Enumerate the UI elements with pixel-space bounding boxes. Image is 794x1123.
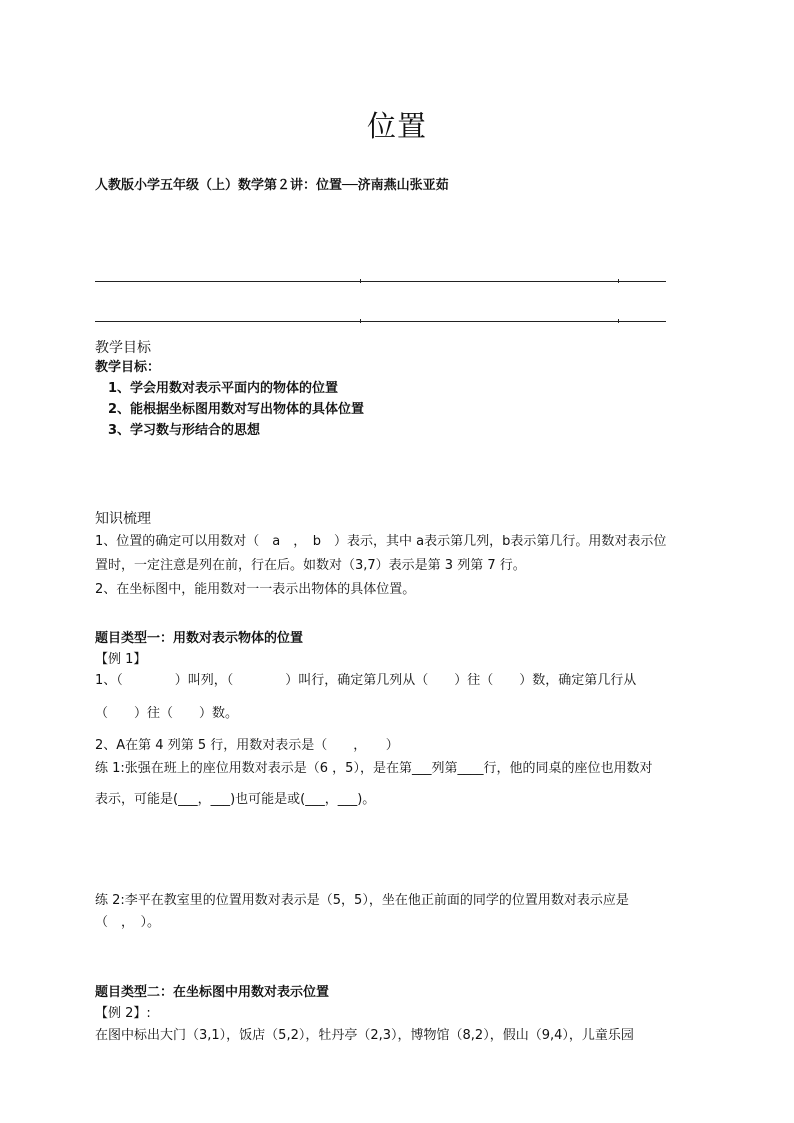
practice-line: 练 2:李平在教室里的位置用数对表示是（5，5），坐在他正前面的同学的位置用数对表示应是 xyxy=(95,893,629,908)
goal-item: 1、学会用数对表示平面内的物体的位置 xyxy=(108,381,339,396)
goal-item: 2、能根据坐标图用数对写出物体的具体位置 xyxy=(108,402,365,417)
knowledge-line: 1、位置的确定可以用数对（ a ， b ）表示，其中 a表示第几列，b表示第几行。用数对表示位 xyxy=(95,534,667,549)
practice-line: 练 1:张强在班上的座位用数对表示是（6 ，5），是在第___列第____行，他的同桌的座位也用数对 xyxy=(95,761,653,776)
practice-line: 表示，可能是(___，___)也可能是或(___，___)。 xyxy=(95,792,376,807)
knowledge-line: 置时，一定注意是列在前，行在后。如数对（3,7）表示是第 3 列第 7 行。 xyxy=(95,558,526,573)
goals-heading: 教学目标： xyxy=(95,360,161,375)
subtitle: 人教版小学五年级（上）数学第２讲：位置──济南燕山张亚茹 xyxy=(95,178,449,193)
knowledge-line: 2、在坐标图中，能用数对一一表示出物体的具体位置。 xyxy=(95,582,416,597)
type2-heading: 题目类型二：在坐标图中用数对表示位置 xyxy=(95,985,330,1000)
section-label-knowledge: 知识梳理 xyxy=(95,511,151,527)
question-line: 2、A在第 4 列第 5 行，用数对表示是（ ， ） xyxy=(95,738,399,753)
question-line: 1、（ ）叫列，（ ）叫行，确定第几列从（ ）往（ ）数，确定第几行从 xyxy=(95,673,637,688)
page-title: 位置 xyxy=(366,109,427,143)
question-line: 在图中标出大门（3,1），饭店（5,2），牡丹亭（2,3），博物馆（8,2），假山（9,4），儿童乐园 xyxy=(95,1028,634,1043)
horizontal-rule xyxy=(95,321,666,322)
question-line: （ ）往（ ）数。 xyxy=(95,706,239,721)
section-label-goals: 教学目标 xyxy=(95,340,151,356)
practice-line: （ ， ）。 xyxy=(95,915,161,930)
goal-item: 3、学习数与形结合的思想 xyxy=(108,423,261,438)
example-label: 【例 1】 xyxy=(95,652,147,667)
horizontal-rule xyxy=(95,281,666,282)
type1-heading: 题目类型一：用数对表示物体的位置 xyxy=(95,631,304,646)
example-label: 【例 2】: xyxy=(95,1006,151,1021)
